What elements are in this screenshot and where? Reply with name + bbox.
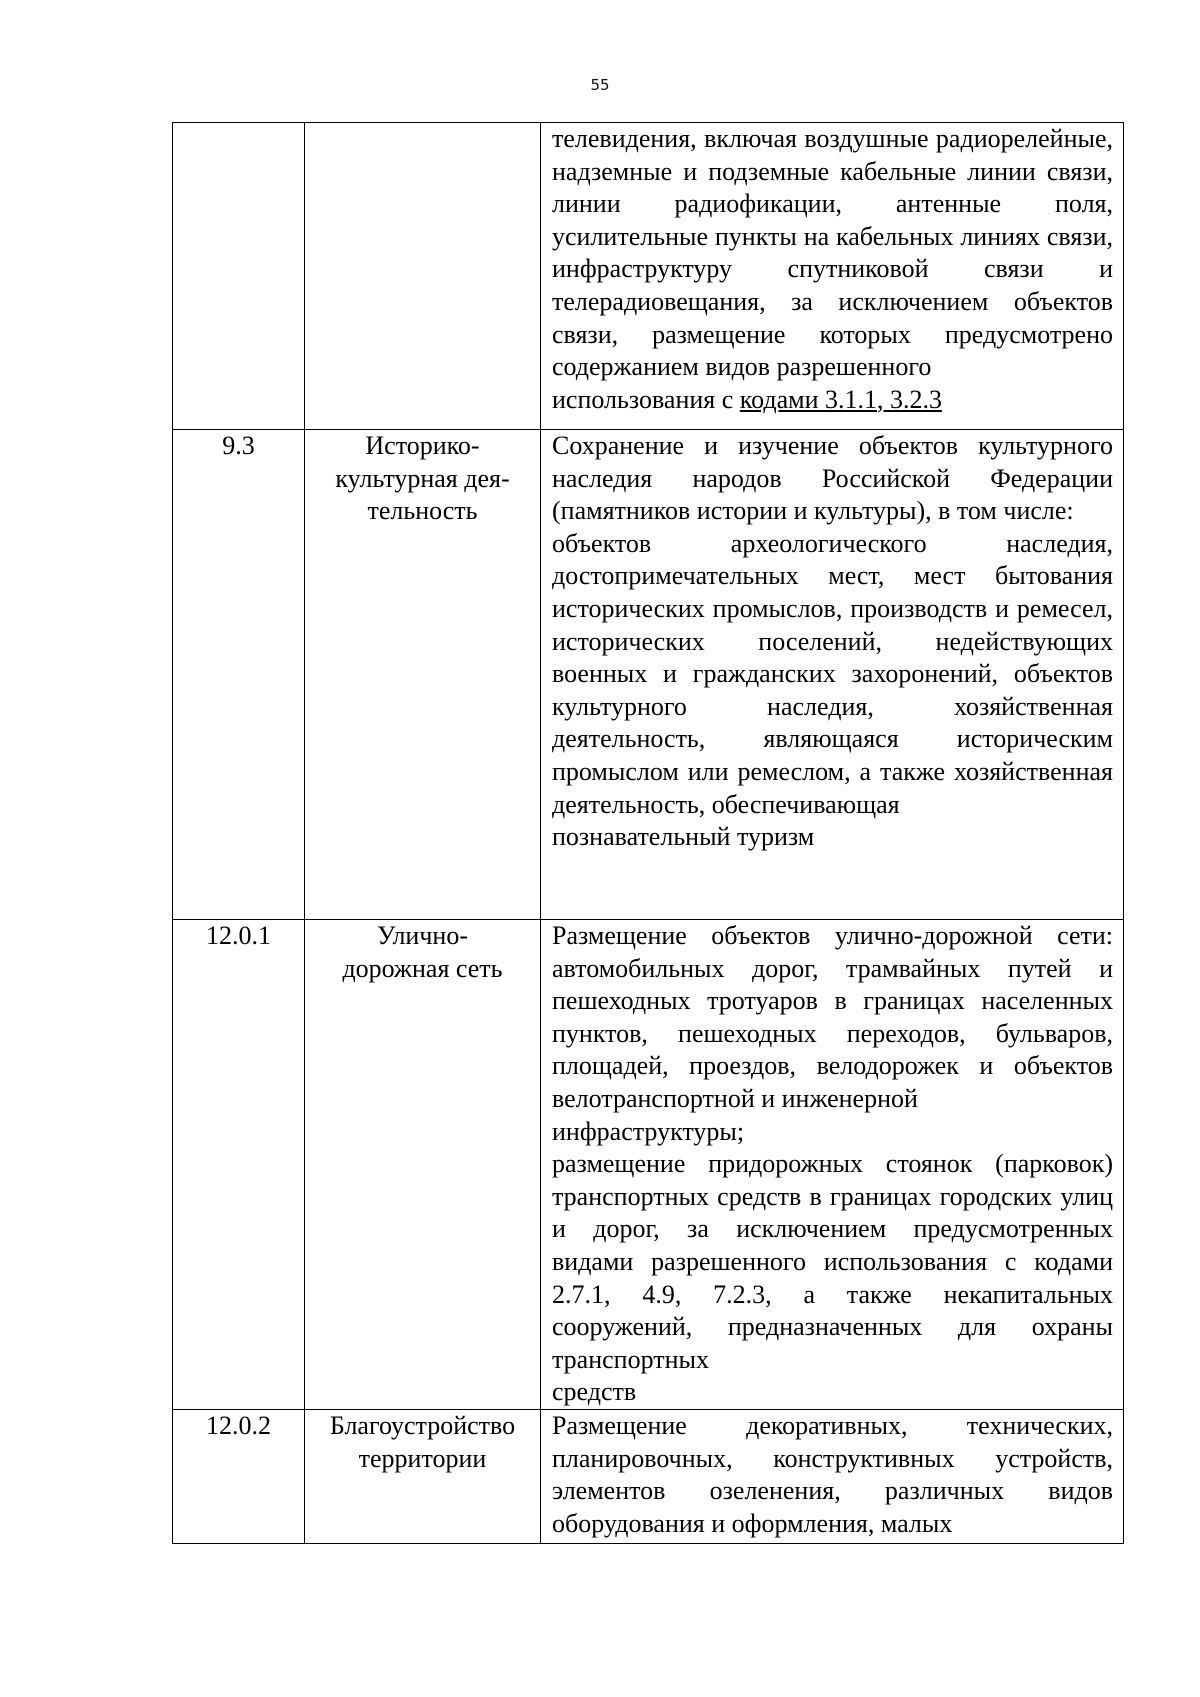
link-separator: , — [876, 384, 890, 414]
code-cell: 12.0.2 — [173, 1410, 305, 1544]
description-paragraph-tail — [552, 384, 1113, 417]
description-paragraph: объектов археологического наследия, достопримечательных мест, мест бытования исторических промыслов, производств и ремесел, исторических поселений, недействующих военных и гражданских захоронений, объектов культурного наследия, хозяйственная деятельность, являющаяся историческим промыслом или ремеслом, а также хозяйственная деятельность, обеспечивающая — [552, 528, 1113, 819]
name-line: тельность — [367, 496, 478, 526]
name-line: Историко- — [365, 431, 480, 460]
code-link-3-2-3[interactable]: 3.2.3 — [889, 384, 942, 414]
name-line: территории — [358, 1443, 487, 1473]
code-cell — [173, 123, 305, 430]
name-cell — [305, 123, 541, 430]
description-text: использования с — [552, 384, 740, 414]
table-row — [173, 1410, 1124, 1544]
name-line: культурная дея- — [335, 463, 510, 493]
table-row — [173, 430, 1124, 920]
page-number: 55 — [590, 76, 610, 94]
code-cell: 9.3 — [173, 430, 305, 920]
description-paragraph: средств — [552, 1377, 637, 1407]
description-paragraph: размещение придорожных стоянок (парковок) транспортных средств в границах городских улиц и дорог, за исключением предусмотренных видами разрешенного использования с кодами 2.7.1, 4.9, 7.2.3, а также некапитальных сооружений, предназначенных для охраны транспортных — [552, 1149, 1113, 1374]
name-cell — [305, 430, 541, 920]
description-cell — [541, 430, 1124, 920]
description-paragraph: Размещение объектов улично-дорожной сети: автомобильных дорог, трамвайных путей и пешеходных тротуаров в границах населенных пунктов, пешеходных переходов, бульваров, площадей, проездов, велодорожек и объектов велотранспортной и инженерной — [552, 921, 1113, 1113]
code-cell: 12.0.1 — [173, 920, 305, 1410]
description-paragraph: познавательный туризм — [552, 822, 815, 852]
name-cell — [305, 1410, 541, 1544]
name-line: Благоустройство — [329, 1411, 516, 1440]
name-cell — [305, 920, 541, 1410]
description-cell — [541, 1410, 1124, 1544]
table-row — [173, 123, 1124, 430]
description-cell — [541, 920, 1124, 1410]
name-line: дорожная сеть — [342, 953, 503, 983]
name-line: Улично- — [376, 921, 468, 950]
description-paragraph: телевидения, включая воздушные радиорелейные, надземные и подземные кабельные линии связи, линии радиофикации, антенные поля, усилительные пункты на кабельных линиях связи, инфраструктуру спутниковой связи и телерадиовещания, за исключением объектов связи, размещение которых предусмотрено содержанием видов разрешенного — [552, 124, 1113, 382]
code-link-3-1-1[interactable]: кодами 3.1.1 — [739, 384, 877, 414]
description-cell — [541, 123, 1124, 430]
table-row — [173, 920, 1124, 1410]
description-paragraph: Сохранение и изучение объектов культурного наследия народов Российской Федерации (памятников истории и культуры), в том числе: — [552, 431, 1113, 526]
description-paragraph: инфраструктуры; — [552, 1116, 745, 1146]
land-use-table — [172, 122, 1124, 1544]
description-paragraph: Размещение декоративных, технических, планировочных, конструктивных устройств, элементов озеленения, различных видов оборудования и оформления, малых — [552, 1411, 1113, 1538]
